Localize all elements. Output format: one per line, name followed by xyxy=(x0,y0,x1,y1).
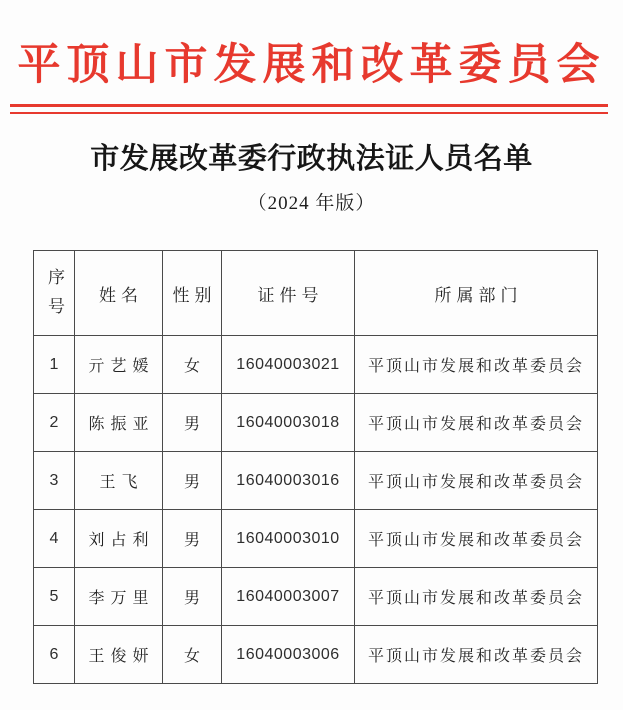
cell-cert-no: 16040003006 xyxy=(222,626,355,684)
personnel-table xyxy=(33,250,598,684)
cell-index: 1 xyxy=(34,336,75,394)
cell-cert-no: 16040003018 xyxy=(222,394,355,452)
cell-name: 李万里 xyxy=(75,568,163,626)
column-header-department: 所属部门 xyxy=(355,251,598,336)
cell-name: 王飞 xyxy=(75,452,163,510)
cell-index: 2 xyxy=(34,394,75,452)
column-header-index-label: 序号 xyxy=(48,268,65,316)
cell-department: 平顶山市发展和改革委员会 xyxy=(355,452,598,510)
column-header-index xyxy=(34,251,75,336)
document-edition: （2024 年版） xyxy=(247,193,376,214)
letterhead-rule-thin xyxy=(10,112,608,114)
cell-index: 5 xyxy=(34,568,75,626)
column-header-gender: 性别 xyxy=(163,251,222,336)
cell-index: 3 xyxy=(34,452,75,510)
cell-name: 陈振亚 xyxy=(75,394,163,452)
column-header-name: 姓名 xyxy=(75,251,163,336)
cell-gender: 女 xyxy=(163,336,222,394)
cell-index: 6 xyxy=(34,626,75,684)
cell-department: 平顶山市发展和改革委员会 xyxy=(355,626,598,684)
cell-gender: 男 xyxy=(163,510,222,568)
cell-cert-no: 16040003021 xyxy=(222,336,355,394)
cell-gender: 男 xyxy=(163,568,222,626)
org-letterhead-title: 平顶山市发展和改革委员会 xyxy=(17,42,606,89)
document-title: 市发展改革委行政执法证人员名单 xyxy=(90,143,533,175)
table-header-row xyxy=(34,251,598,336)
table-row xyxy=(34,394,598,452)
table-row xyxy=(34,626,598,684)
cell-name: 刘占利 xyxy=(75,510,163,568)
cell-name: 亓艺媛 xyxy=(75,336,163,394)
table-row xyxy=(34,510,598,568)
cell-index: 4 xyxy=(34,510,75,568)
cell-cert-no: 16040003016 xyxy=(222,452,355,510)
cell-department: 平顶山市发展和改革委员会 xyxy=(355,568,598,626)
table-row xyxy=(34,452,598,510)
column-header-cert-no: 证件号 xyxy=(222,251,355,336)
cell-gender: 男 xyxy=(163,452,222,510)
cell-gender: 男 xyxy=(163,394,222,452)
table-row xyxy=(34,568,598,626)
cell-cert-no: 16040003007 xyxy=(222,568,355,626)
cell-department: 平顶山市发展和改革委员会 xyxy=(355,336,598,394)
table-row xyxy=(34,336,598,394)
cell-department: 平顶山市发展和改革委员会 xyxy=(355,510,598,568)
cell-department: 平顶山市发展和改革委员会 xyxy=(355,394,598,452)
cell-name: 王俊妍 xyxy=(75,626,163,684)
cell-cert-no: 16040003010 xyxy=(222,510,355,568)
cell-gender: 女 xyxy=(163,626,222,684)
letterhead-rule-thick xyxy=(10,104,608,107)
